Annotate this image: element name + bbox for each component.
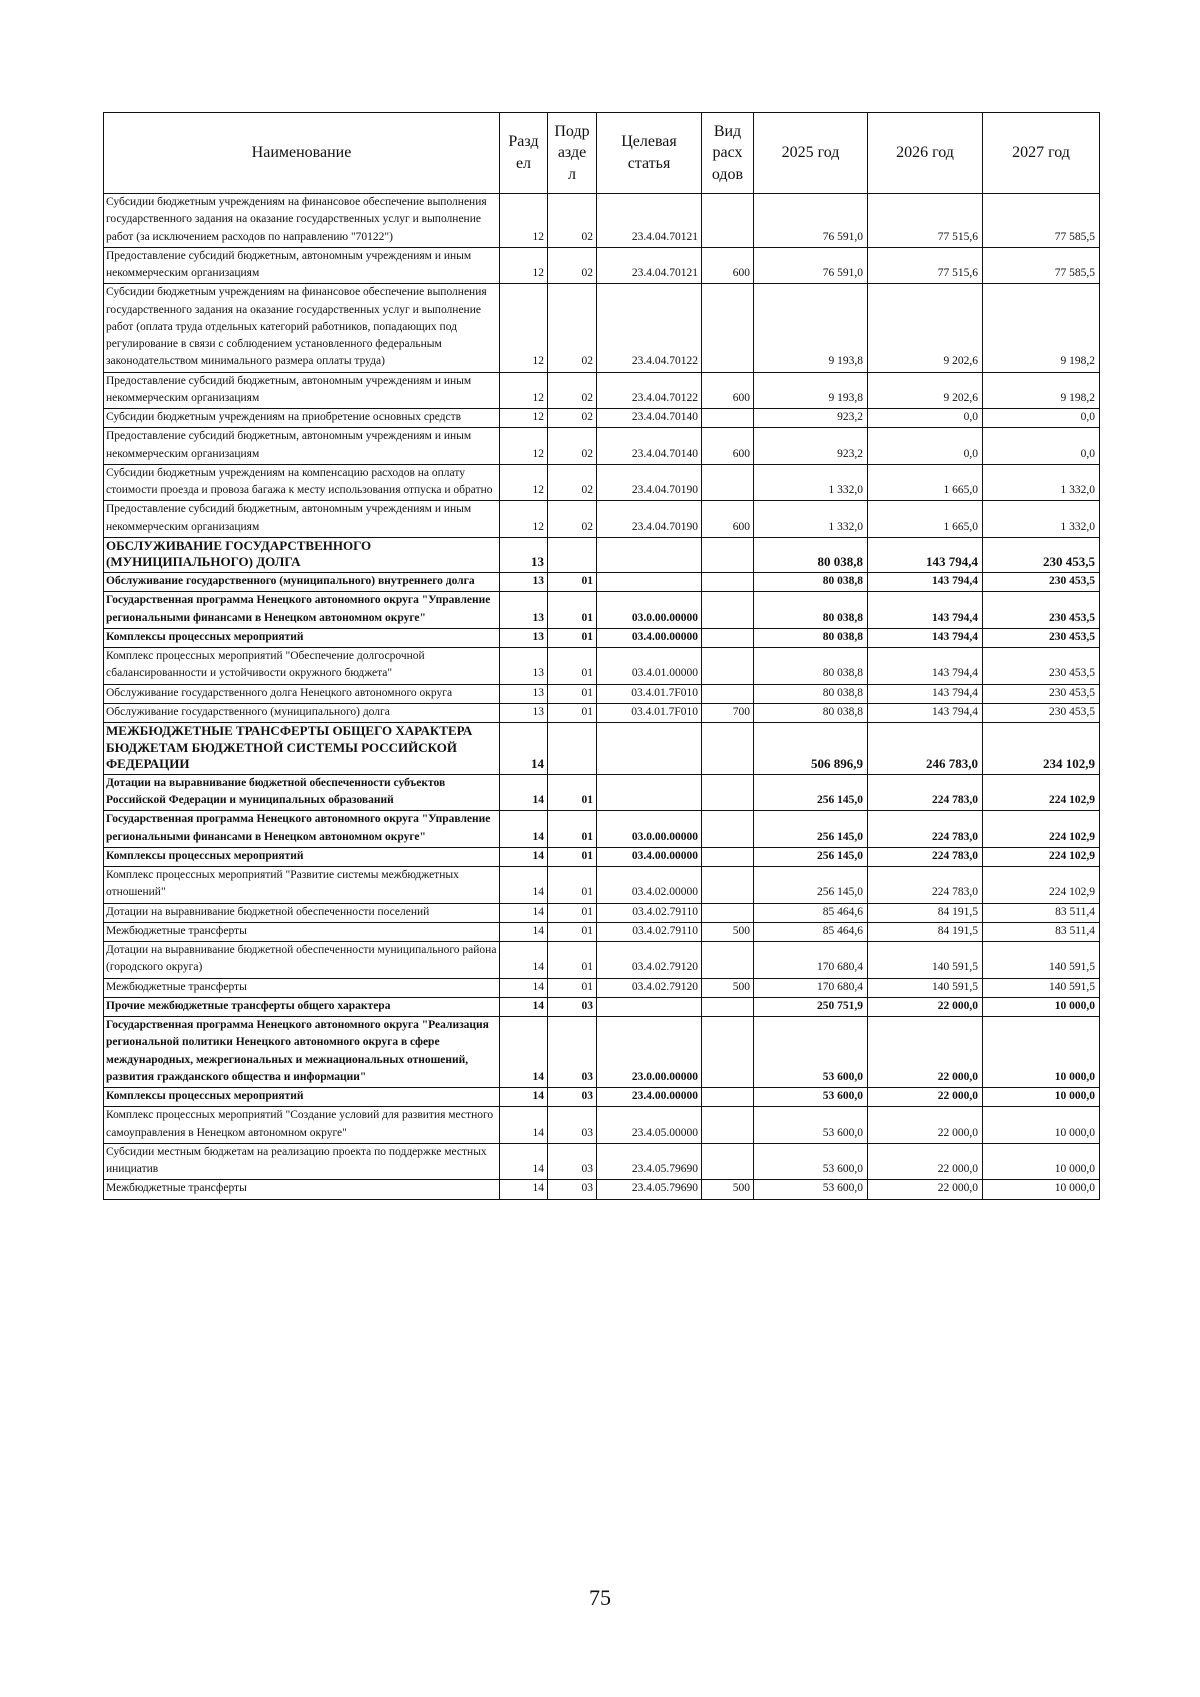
- row-vid: [702, 723, 754, 775]
- row-2025: 1 332,0: [754, 464, 868, 501]
- row-name: Дотации на выравнивание бюджетной обеспеченности поселений: [104, 903, 500, 922]
- row-vid: [702, 903, 754, 922]
- table-row: [104, 684, 1100, 703]
- row-vid: [702, 464, 754, 501]
- table-row: [104, 922, 1100, 941]
- row-2025: 923,2: [754, 428, 868, 465]
- row-2026: 140 591,5: [868, 942, 983, 979]
- row-2026: 77 515,6: [868, 247, 983, 284]
- row-2025: 170 680,4: [754, 942, 868, 979]
- row-2025: 256 145,0: [754, 811, 868, 848]
- row-2027: 224 102,9: [983, 774, 1100, 811]
- table-row: [104, 464, 1100, 501]
- table-row: [104, 284, 1100, 372]
- row-podrazdel: 03: [548, 997, 597, 1016]
- row-target: 03.4.02.79110: [597, 922, 702, 941]
- table-row: [104, 648, 1100, 685]
- row-vid: [702, 592, 754, 629]
- row-2026: 246 783,0: [868, 723, 983, 775]
- row-podrazdel: 02: [548, 194, 597, 248]
- row-2026: 143 794,4: [868, 684, 983, 703]
- table-row: [104, 867, 1100, 904]
- row-name: Предоставление субсидий бюджетным, автономным учреждениям и иным некоммерческим организациям: [104, 501, 500, 538]
- row-2027: 1 332,0: [983, 464, 1100, 501]
- table-row: [104, 1107, 1100, 1144]
- row-vid: [702, 1143, 754, 1180]
- row-2025: 53 600,0: [754, 1143, 868, 1180]
- row-2026: 224 783,0: [868, 811, 983, 848]
- row-2025: 250 751,9: [754, 997, 868, 1016]
- row-2027: 224 102,9: [983, 811, 1100, 848]
- row-2027: 10 000,0: [983, 997, 1100, 1016]
- row-name: Государственная программа Ненецкого автономного округа "Управление региональными финансами в Ненецком автономном округе": [104, 811, 500, 848]
- row-name: Субсидии местным бюджетам на реализацию проекта по поддержке местных инициатив: [104, 1143, 500, 1180]
- row-target: 03.4.02.79120: [597, 942, 702, 979]
- row-vid: [702, 409, 754, 428]
- row-2025: 80 038,8: [754, 537, 868, 572]
- row-target: 03.4.02.79120: [597, 978, 702, 997]
- row-razdel: 13: [500, 628, 548, 647]
- row-2026: 224 783,0: [868, 774, 983, 811]
- header-name: Наименование: [104, 113, 500, 194]
- row-target: 23.4.04.70121: [597, 194, 702, 248]
- row-target: 03.4.02.00000: [597, 867, 702, 904]
- table-row: [104, 978, 1100, 997]
- row-2026: 22 000,0: [868, 1017, 983, 1088]
- row-target: 23.4.04.70121: [597, 247, 702, 284]
- row-vid: [702, 867, 754, 904]
- row-podrazdel: 01: [548, 648, 597, 685]
- row-2027: 77 585,5: [983, 194, 1100, 248]
- row-podrazdel: 01: [548, 684, 597, 703]
- row-2025: 256 145,0: [754, 847, 868, 866]
- row-2026: 9 202,6: [868, 284, 983, 372]
- row-2026: 77 515,6: [868, 194, 983, 248]
- table-row: [104, 372, 1100, 409]
- row-2025: 256 145,0: [754, 774, 868, 811]
- row-2026: 143 794,4: [868, 703, 983, 722]
- row-2026: 143 794,4: [868, 537, 983, 572]
- row-target: 23.4.00.00000: [597, 1088, 702, 1107]
- row-name: Государственная программа Ненецкого автономного округа "Управление региональными финансами в Ненецком автономном округе": [104, 592, 500, 629]
- header-podrazdel: [548, 113, 597, 194]
- row-2025: 9 193,8: [754, 372, 868, 409]
- row-target: 23.4.05.00000: [597, 1107, 702, 1144]
- table-row: [104, 723, 1100, 775]
- table-row: [104, 942, 1100, 979]
- row-2027: 230 453,5: [983, 592, 1100, 629]
- row-name: Предоставление субсидий бюджетным, автономным учреждениям и иным некоммерческим организациям: [104, 247, 500, 284]
- row-2025: 923,2: [754, 409, 868, 428]
- row-2025: 53 600,0: [754, 1017, 868, 1088]
- table-row: [104, 703, 1100, 722]
- row-2027: 0,0: [983, 409, 1100, 428]
- row-razdel: 14: [500, 1107, 548, 1144]
- header-vid: [702, 113, 754, 194]
- row-2025: 80 038,8: [754, 684, 868, 703]
- row-2026: 143 794,4: [868, 628, 983, 647]
- row-target: 23.4.04.70140: [597, 428, 702, 465]
- row-2026: 22 000,0: [868, 1107, 983, 1144]
- row-2025: 53 600,0: [754, 1088, 868, 1107]
- row-2025: 85 464,6: [754, 922, 868, 941]
- row-name: МЕЖБЮДЖЕТНЫЕ ТРАНСФЕРТЫ ОБЩЕГО ХАРАКТЕРА БЮДЖЕТАМ БЮДЖЕТНОЙ СИСТЕМЫ РОССИЙСКОЙ ФЕДЕРАЦИИ: [104, 723, 500, 775]
- row-2027: 140 591,5: [983, 978, 1100, 997]
- row-target: 23.0.00.00000: [597, 1017, 702, 1088]
- row-razdel: 14: [500, 723, 548, 775]
- row-podrazdel: 01: [548, 903, 597, 922]
- row-2025: 80 038,8: [754, 592, 868, 629]
- row-podrazdel: 01: [548, 592, 597, 629]
- table-row: [104, 903, 1100, 922]
- header-podrazdel-text: Подр азде л: [554, 122, 590, 183]
- table-row: [104, 592, 1100, 629]
- row-podrazdel: 01: [548, 942, 597, 979]
- row-target: [597, 774, 702, 811]
- row-name: Государственная программа Ненецкого автономного округа "Реализация региональной политики Ненецкого автономного округа в сфере международных, межрегиональных и межнациональных отношений, развития гражданского общества и информации": [104, 1017, 500, 1088]
- row-razdel: 14: [500, 1088, 548, 1107]
- row-razdel: 14: [500, 867, 548, 904]
- row-podrazdel: 01: [548, 978, 597, 997]
- row-2027: 140 591,5: [983, 942, 1100, 979]
- table-row: [104, 247, 1100, 284]
- table-row: [104, 1180, 1100, 1199]
- row-razdel: 14: [500, 922, 548, 941]
- row-vid: [702, 194, 754, 248]
- row-target: 03.4.00.00000: [597, 628, 702, 647]
- row-target: [597, 997, 702, 1016]
- header-target-text: Целевая статья: [621, 133, 677, 172]
- row-vid: 600: [702, 247, 754, 284]
- row-target: 23.4.04.70190: [597, 464, 702, 501]
- row-razdel: 13: [500, 592, 548, 629]
- row-target: 23.4.04.70122: [597, 284, 702, 372]
- row-name: Обслуживание государственного (муниципального) долга: [104, 703, 500, 722]
- row-vid: [702, 847, 754, 866]
- row-vid: [702, 997, 754, 1016]
- row-2027: 10 000,0: [983, 1088, 1100, 1107]
- row-2027: 230 453,5: [983, 537, 1100, 572]
- row-podrazdel: 01: [548, 811, 597, 848]
- row-podrazdel: 02: [548, 428, 597, 465]
- row-podrazdel: 01: [548, 867, 597, 904]
- row-razdel: 14: [500, 1180, 548, 1199]
- row-name: Прочие межбюджетные трансферты общего характера: [104, 997, 500, 1016]
- row-name: Межбюджетные трансферты: [104, 1180, 500, 1199]
- row-podrazdel: [548, 537, 597, 572]
- row-vid: [702, 537, 754, 572]
- row-name: ОБСЛУЖИВАНИЕ ГОСУДАРСТВЕННОГО (МУНИЦИПАЛЬНОГО) ДОЛГА: [104, 537, 500, 572]
- page-number: 75: [589, 1585, 611, 1610]
- table-body: [104, 194, 1100, 1200]
- row-2026: 22 000,0: [868, 1143, 983, 1180]
- row-vid: [702, 1107, 754, 1144]
- row-razdel: 14: [500, 997, 548, 1016]
- row-vid: 500: [702, 922, 754, 941]
- row-2026: 22 000,0: [868, 1088, 983, 1107]
- row-2026: 143 794,4: [868, 592, 983, 629]
- row-vid: [702, 1017, 754, 1088]
- row-2026: 84 191,5: [868, 922, 983, 941]
- row-razdel: 14: [500, 942, 548, 979]
- row-2027: 230 453,5: [983, 573, 1100, 592]
- table-row: [104, 1088, 1100, 1107]
- row-vid: [702, 628, 754, 647]
- row-target: 23.4.04.70190: [597, 501, 702, 538]
- row-2026: 9 202,6: [868, 372, 983, 409]
- header-2025: 2025 год: [754, 113, 868, 194]
- row-name: Предоставление субсидий бюджетным, автономным учреждениям и иным некоммерческим организациям: [104, 428, 500, 465]
- row-name: Субсидии бюджетным учреждениям на финансовое обеспечение выполнения государственного задания на оказание государственных услуг и выполнение работ (оплата труда отдельных категорий работников, попадающих под регулирование в связи с соблюдением установленного федеральным законодательством минимального размера оплаты труда): [104, 284, 500, 372]
- row-razdel: 14: [500, 811, 548, 848]
- row-2025: 76 591,0: [754, 247, 868, 284]
- row-2027: 9 198,2: [983, 372, 1100, 409]
- row-vid: 500: [702, 978, 754, 997]
- row-vid: [702, 684, 754, 703]
- row-2026: 22 000,0: [868, 1180, 983, 1199]
- header-vid-text: Вид расх одов: [711, 122, 744, 183]
- row-podrazdel: 01: [548, 573, 597, 592]
- row-2025: 506 896,9: [754, 723, 868, 775]
- row-target: 03.4.01.7F010: [597, 684, 702, 703]
- row-2026: 84 191,5: [868, 903, 983, 922]
- row-podrazdel: 02: [548, 372, 597, 409]
- row-2026: 1 665,0: [868, 464, 983, 501]
- row-2026: 0,0: [868, 409, 983, 428]
- row-target: [597, 723, 702, 775]
- row-vid: 700: [702, 703, 754, 722]
- row-2027: 77 585,5: [983, 247, 1100, 284]
- row-2027: 224 102,9: [983, 847, 1100, 866]
- row-2026: 143 794,4: [868, 648, 983, 685]
- row-name: Субсидии бюджетным учреждениям на компенсацию расходов на оплату стоимости проезда и провоза багажа к месту использования отпуска и обратно: [104, 464, 500, 501]
- row-target: 03.4.01.00000: [597, 648, 702, 685]
- row-vid: [702, 942, 754, 979]
- row-2027: 1 332,0: [983, 501, 1100, 538]
- row-2026: 1 665,0: [868, 501, 983, 538]
- row-razdel: 14: [500, 1017, 548, 1088]
- table-header: [104, 113, 1100, 194]
- row-vid: [702, 284, 754, 372]
- row-2025: 80 038,8: [754, 703, 868, 722]
- row-2026: 224 783,0: [868, 847, 983, 866]
- row-name: Обслуживание государственного (муниципального) внутреннего долга: [104, 573, 500, 592]
- row-2025: 80 038,8: [754, 648, 868, 685]
- row-target: [597, 537, 702, 572]
- row-razdel: 12: [500, 464, 548, 501]
- header-target: [597, 113, 702, 194]
- row-2027: 230 453,5: [983, 684, 1100, 703]
- row-vid: 500: [702, 1180, 754, 1199]
- row-razdel: 12: [500, 428, 548, 465]
- row-2025: 9 193,8: [754, 284, 868, 372]
- row-podrazdel: 02: [548, 284, 597, 372]
- header-razdel: [500, 113, 548, 194]
- row-name: Комплексы процессных мероприятий: [104, 628, 500, 647]
- row-name: Субсидии бюджетным учреждениям на финансовое обеспечение выполнения государственного задания на оказание государственных услуг и выполнение работ (за исключением расходов по направлению "70122"): [104, 194, 500, 248]
- header-2027: 2027 год: [983, 113, 1100, 194]
- row-name: Межбюджетные трансферты: [104, 922, 500, 941]
- row-podrazdel: 02: [548, 409, 597, 428]
- header-2026: 2026 год: [868, 113, 983, 194]
- row-2026: 224 783,0: [868, 867, 983, 904]
- row-2027: 10 000,0: [983, 1180, 1100, 1199]
- row-2027: 230 453,5: [983, 703, 1100, 722]
- table-row: [104, 573, 1100, 592]
- row-2027: 224 102,9: [983, 867, 1100, 904]
- row-2025: 76 591,0: [754, 194, 868, 248]
- table-row: [104, 409, 1100, 428]
- row-target: 03.4.02.79110: [597, 903, 702, 922]
- row-razdel: 12: [500, 194, 548, 248]
- row-razdel: 13: [500, 703, 548, 722]
- row-target: 03.0.00.00000: [597, 592, 702, 629]
- row-vid: [702, 1088, 754, 1107]
- row-podrazdel: 03: [548, 1143, 597, 1180]
- row-razdel: 14: [500, 903, 548, 922]
- row-2025: 1 332,0: [754, 501, 868, 538]
- row-podrazdel: 03: [548, 1107, 597, 1144]
- row-2027: 83 511,4: [983, 903, 1100, 922]
- row-target: 03.0.00.00000: [597, 811, 702, 848]
- row-razdel: 14: [500, 1143, 548, 1180]
- row-name: Комплексы процессных мероприятий: [104, 847, 500, 866]
- row-2027: 10 000,0: [983, 1017, 1100, 1088]
- row-razdel: 12: [500, 409, 548, 428]
- row-2027: 10 000,0: [983, 1107, 1100, 1144]
- header-razdel-text: Разд ел: [508, 133, 539, 172]
- budget-table: [103, 112, 1100, 1200]
- row-2027: 10 000,0: [983, 1143, 1100, 1180]
- row-vid: 600: [702, 372, 754, 409]
- table-row: [104, 428, 1100, 465]
- row-vid: [702, 774, 754, 811]
- row-2025: 80 038,8: [754, 628, 868, 647]
- row-podrazdel: 01: [548, 703, 597, 722]
- row-2025: 85 464,6: [754, 903, 868, 922]
- row-razdel: 12: [500, 247, 548, 284]
- row-vid: [702, 648, 754, 685]
- row-razdel: 12: [500, 501, 548, 538]
- row-name: Дотации на выравнивание бюджетной обеспеченности муниципального района (городского округа): [104, 942, 500, 979]
- row-2026: 22 000,0: [868, 997, 983, 1016]
- table-row: [104, 774, 1100, 811]
- row-podrazdel: 02: [548, 464, 597, 501]
- row-podrazdel: 03: [548, 1017, 597, 1088]
- row-2025: 53 600,0: [754, 1107, 868, 1144]
- row-razdel: 13: [500, 573, 548, 592]
- row-razdel: 13: [500, 684, 548, 703]
- row-razdel: 14: [500, 847, 548, 866]
- row-podrazdel: 01: [548, 628, 597, 647]
- table-row: [104, 847, 1100, 866]
- row-podrazdel: 02: [548, 501, 597, 538]
- row-vid: 600: [702, 501, 754, 538]
- row-name: Комплексы процессных мероприятий: [104, 1088, 500, 1107]
- row-podrazdel: 03: [548, 1088, 597, 1107]
- row-2027: 9 198,2: [983, 284, 1100, 372]
- row-razdel: 13: [500, 537, 548, 572]
- row-target: 23.4.05.79690: [597, 1180, 702, 1199]
- row-razdel: 13: [500, 648, 548, 685]
- row-target: 23.4.04.70122: [597, 372, 702, 409]
- row-razdel: 12: [500, 372, 548, 409]
- row-vid: [702, 573, 754, 592]
- row-2025: 80 038,8: [754, 573, 868, 592]
- row-2025: 256 145,0: [754, 867, 868, 904]
- row-2026: 140 591,5: [868, 978, 983, 997]
- row-target: 23.4.04.70140: [597, 409, 702, 428]
- row-2027: 83 511,4: [983, 922, 1100, 941]
- row-name: Обслуживание государственного долга Ненецкого автономного округа: [104, 684, 500, 703]
- row-target: 03.4.00.00000: [597, 847, 702, 866]
- row-target: 23.4.05.79690: [597, 1143, 702, 1180]
- table-row: [104, 628, 1100, 647]
- table-row: [104, 537, 1100, 572]
- table-row: [104, 194, 1100, 248]
- row-name: Комплекс процессных мероприятий "Обеспечение долгосрочной сбалансированности и устойчивости окружного бюджета": [104, 648, 500, 685]
- table-row: [104, 1143, 1100, 1180]
- row-razdel: 14: [500, 978, 548, 997]
- row-target: [597, 573, 702, 592]
- row-name: Дотации на выравнивание бюджетной обеспеченности субъектов Российской Федерации и муниципальных образований: [104, 774, 500, 811]
- row-2025: 170 680,4: [754, 978, 868, 997]
- row-podrazdel: 01: [548, 847, 597, 866]
- row-2027: 230 453,5: [983, 648, 1100, 685]
- row-podrazdel: 01: [548, 922, 597, 941]
- row-name: Комплекс процессных мероприятий "Развитие системы межбюджетных отношений": [104, 867, 500, 904]
- row-name: Субсидии бюджетным учреждениям на приобретение основных средств: [104, 409, 500, 428]
- row-podrazdel: 02: [548, 247, 597, 284]
- row-vid: [702, 811, 754, 848]
- row-vid: 600: [702, 428, 754, 465]
- row-2026: 0,0: [868, 428, 983, 465]
- row-podrazdel: 01: [548, 774, 597, 811]
- row-2027: 230 453,5: [983, 628, 1100, 647]
- row-razdel: 12: [500, 284, 548, 372]
- row-name: Межбюджетные трансферты: [104, 978, 500, 997]
- row-2027: 234 102,9: [983, 723, 1100, 775]
- table-row: [104, 997, 1100, 1016]
- table-row: [104, 501, 1100, 538]
- table-row: [104, 1017, 1100, 1088]
- row-razdel: 14: [500, 774, 548, 811]
- row-2025: 53 600,0: [754, 1180, 868, 1199]
- row-name: Предоставление субсидий бюджетным, автономным учреждениям и иным некоммерческим организациям: [104, 372, 500, 409]
- row-target: 03.4.01.7F010: [597, 703, 702, 722]
- row-2026: 143 794,4: [868, 573, 983, 592]
- row-2027: 0,0: [983, 428, 1100, 465]
- row-podrazdel: [548, 723, 597, 775]
- row-podrazdel: 03: [548, 1180, 597, 1199]
- row-name: Комплекс процессных мероприятий "Создание условий для развития местного самоуправления в Ненецком автономном округе": [104, 1107, 500, 1144]
- table-row: [104, 811, 1100, 848]
